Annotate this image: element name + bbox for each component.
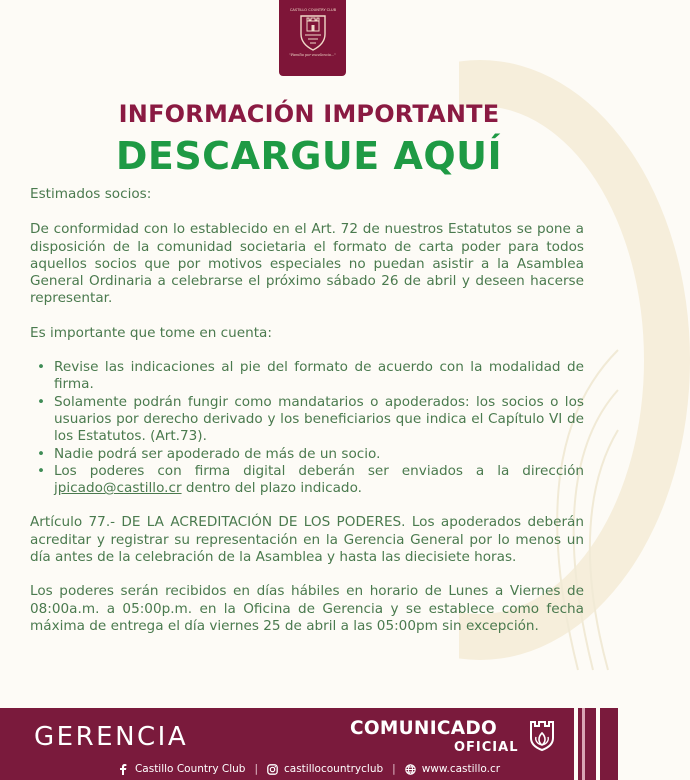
letter-body: [30, 186, 584, 635]
download-link[interactable]: DESCARGUE AQUÍ: [115, 134, 503, 178]
instagram-contact[interactable]: [267, 763, 383, 775]
facebook-icon: [118, 764, 129, 775]
footer-banner: [0, 708, 618, 780]
list-item: • Revise las indicaciones al pie del formato de acuerdo con la modalidad de firma.: [30, 359, 584, 394]
list-item: • Solamente podrán fungir como mandatarios o apoderados: los socios o los usuarios por derecho derivado y los beneficiarios que indica el Capítulo VI de los Estatutos. (Art.73).: [30, 394, 584, 446]
greeting: Estimados socios:: [30, 186, 152, 202]
facebook-contact[interactable]: [118, 763, 246, 775]
requirements-list: [30, 359, 584, 497]
page-title: INFORMACIÓN IMPORTANTE: [118, 100, 500, 128]
facebook-label: Castillo Country Club: [134, 763, 246, 775]
contact-bar: [0, 763, 618, 775]
website-label: www.castillo.cr: [421, 763, 501, 775]
email-link[interactable]: jpicado@castillo.cr: [54, 480, 182, 497]
crest-icon: [289, 6, 336, 52]
article-paragraph: Artículo 77.- DE LA ACREDITACIÓN DE LOS PODERES. Los apoderados deberán acreditar y registrar su representación en la Gerencia General por lo menos un día antes de la celebración de la Asamblea y hasta las diecisiete horas.: [30, 514, 584, 566]
list-item: [30, 463, 584, 498]
important-label: Es importante que tome en cuenta:: [30, 324, 272, 341]
list-item: • Nadie podrá ser apoderado de más de un socio.: [30, 446, 584, 463]
club-logo: [279, 0, 346, 76]
website-contact[interactable]: [405, 763, 500, 775]
badge-subtitle: OFICIAL: [454, 740, 519, 755]
svg-text:CASTILLO COUNTRY CLUB: CASTILLO COUNTRY CLUB: [289, 8, 336, 12]
intro-paragraph: De conformidad con lo establecido en el Art. 72 de nuestros Estatutos se pone a disposición de la comunidad societaria el formato de carta poder para todos aquellos socios que por motivos especiales no puedan asistir a la Asamblea General Ordinaria a celebrarse el próximo sábado 26 de abril y deseen hacerse representar.: [30, 221, 584, 307]
globe-icon: [405, 764, 416, 775]
schedule-paragraph: Los poderes serán recibidos en días hábiles en horario de Lunes a Viernes de 08:00a.m. a 05:00p.m. en la Oficina de Gerencia y se establece como fecha máxima de entrega el día viernes 25 de abril a las 05:00pm sin excepción.: [30, 583, 584, 634]
list-item-text: Los poderes con firma digital deberán ser enviados a la dirección: [54, 462, 584, 479]
badge-title: COMUNICADO: [350, 718, 498, 739]
list-item-text: dentro del plazo indicado.: [181, 480, 362, 497]
department-name: GERENCIA: [34, 722, 189, 752]
separator: |: [254, 763, 258, 775]
castle-icon: [529, 718, 555, 752]
logo-motto: "Familia por excelencia...": [289, 53, 336, 57]
instagram-label: castillocountryclub: [284, 763, 384, 775]
separator: |: [392, 763, 396, 775]
instagram-icon: [267, 764, 278, 775]
